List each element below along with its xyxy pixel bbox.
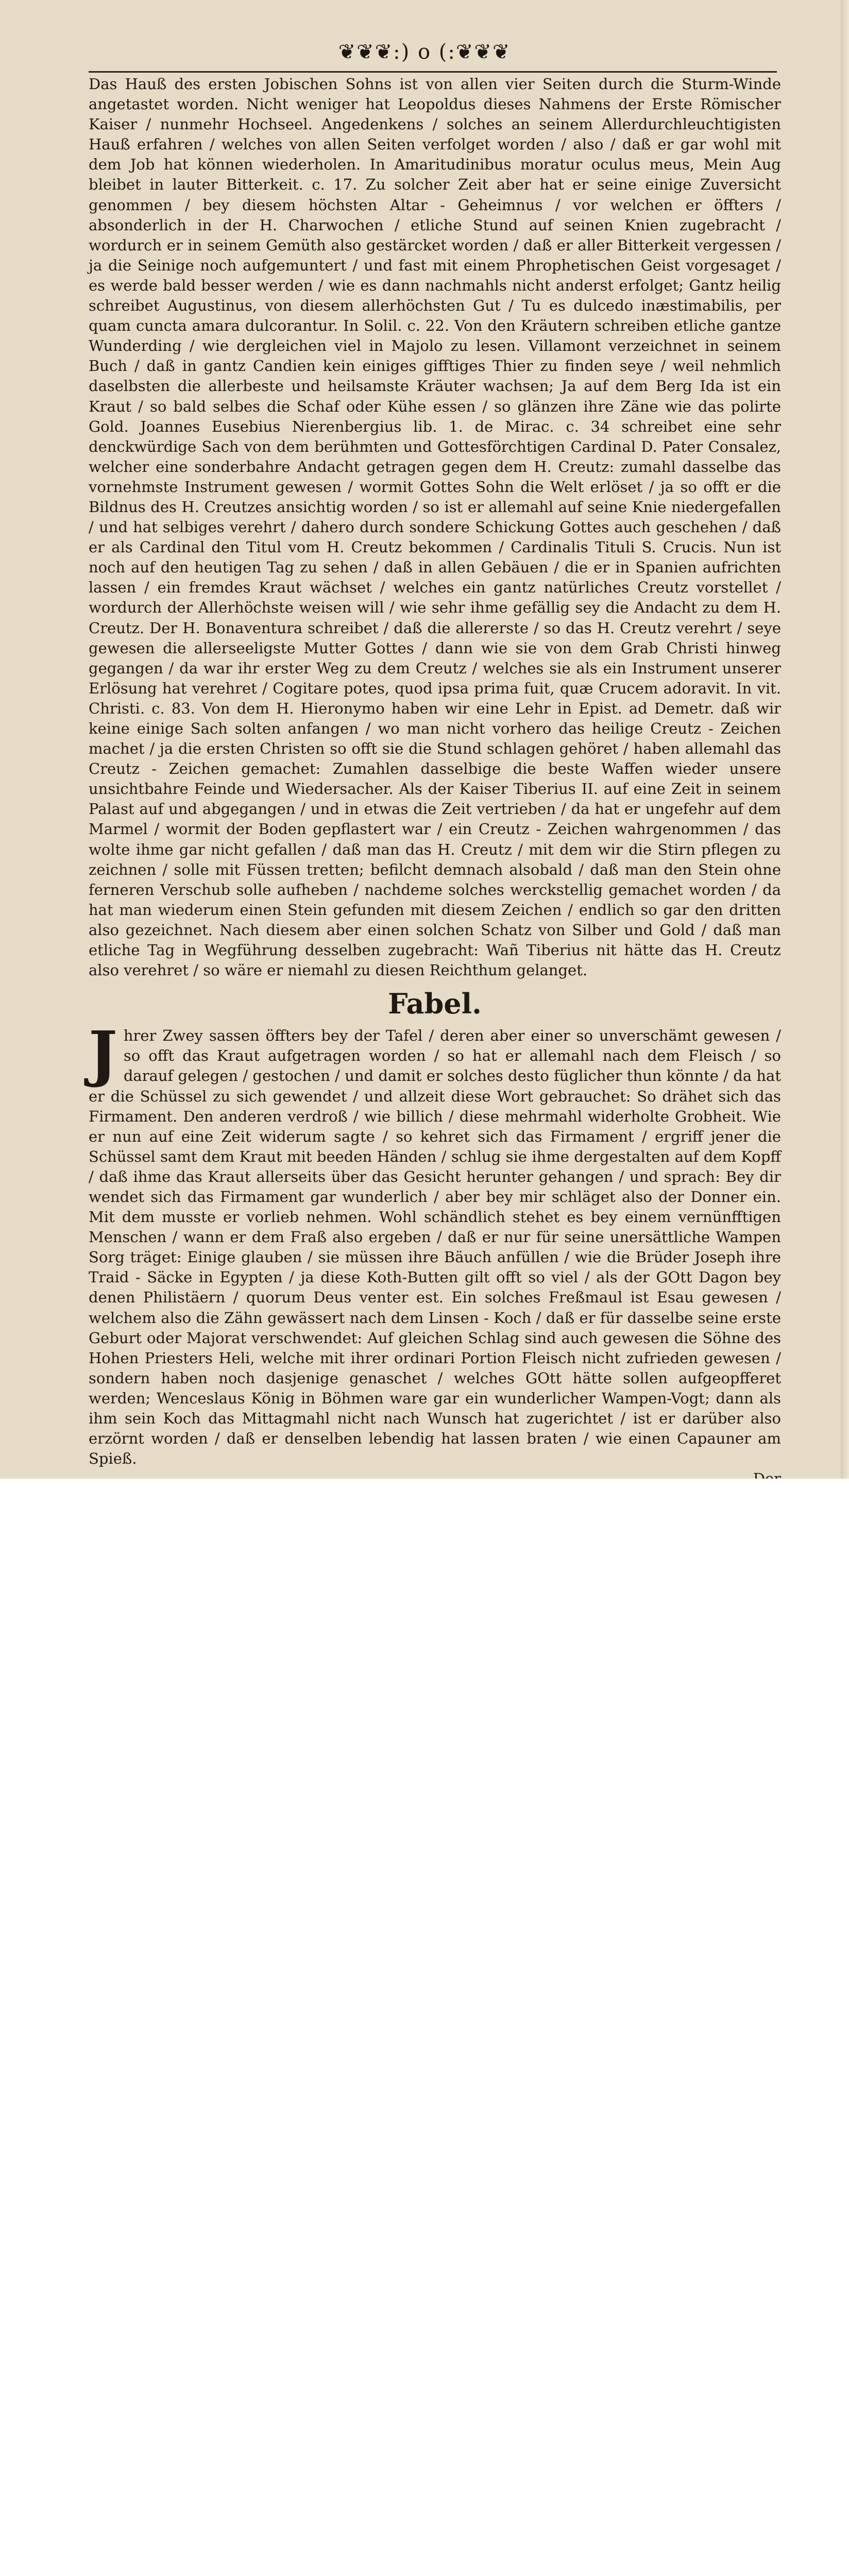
page-body (89, 74, 781, 1489)
fable-paragraph (89, 1018, 781, 1469)
fable-title: Fabel. (388, 987, 482, 1021)
page-edge (841, 0, 849, 1479)
main-paragraph: Das Hauß des ersten Jobischen Sohns ist von allen vier Seiten durch die Sturm-Winde angetastet worden. Nicht weniger hat Leopoldus dieses Nahmens der Erste Römischer Kaiser / nunmehr Hochseel. Angedenkens / solches an seinem Allerdurchleuchtigisten Hauß erfahren / welches von allen Seiten verfolget worden / also / daß er gar wohl mit dem Job hat können wiederholen. In Amaritudinibus moratur oculus meus, Mein Aug bleibet in lauter Bitterkeit. c. 17. Zu solcher Zeit aber hat er seine einige Zuversicht genommen / bey diesem höchsten Altar - Geheimnus / vor welchen er öffters / absonderlich in der H. Charwochen / etliche Stund auf seinen Knien zugebracht / wordurch er in seinem Gemüth also gestärcket worden / daß er aller Bitterkeit vergessen / ja die Seinige noch aufgemuntert / und fast mit einem Phrophetischen Geist vorgesaget / es werde bald besser werden / wie es dann nachmahls nicht anderst erfolget; Gantz heilig schreibet Augustinus, von diesem allerhöchsten Gut / Tu es dulcedo inæstimabilis, per quam cuncta amara dulcorantur. In Solil. c. 22. Von den Kräutern schreiben etliche gantze Wunderding / wie dergleichen viel in Majolo zu lesen. Villamont verzeichnet in seinem Buch / daß in gantz Candien kein einiges gifftiges Thier zu finden seye / weil nehmlich daselbsten die allerbeste und heilsamste Kräuter wachsen; Ja auf dem Berg Ida ist ein Kraut / so bald selbes die Schaf oder Kühe essen / so glänzen ihre Zäne wie das polirte Gold. Joannes Eusebius Nierenbergius lib. 1. de Mirac. c. 34 schreibet eine sehr denckwürdige Sach von dem berühmten und Gottesförchtigen Cardinal D. Pater Consalez, welcher eine sonderbahre Andacht getragen gegen dem H. Creutz: zumahl dasselbe das vornehmste Instrument gewesen / wormit Gottes Sohn die Welt erlöset / ja so offt er die Bildnus des H. Creutzes ansichtig worden / so ist er allemahl auf seine Knie niedergefallen / und hat selbiges verehrt / dahero durch sondere Schickung Gottes auch geschehen / daß er als Cardinal den Titul vom H. Creutz bekommen / Cardinalis Tituli S. Crucis. Nun ist noch auf den heutigen Tag zu sehen / daß in allen Gebäuen / die er in Spanien aufrichten lassen / ein fremdes Kraut wächset / welches ein gantz natürliches Creutz vorstellet / wordurch der Allerhöchste weisen will / wie sehr ihme gefällig sey die Andacht zu dem H. Creutz. Der H. Bonaventura schreibet / daß die allererste / so das H. Creutz verehrt / seye gewesen die allerseeligste Mutter Gottes / dann wie sie von dem Grab Christi hinweg gegangen / da war ihr erster Weg zu dem Creutz / welches sie als ein Instrument unserer Erlösung hat verehret / Cogitare potes, quod ipsa prima fuit, quæ Crucem adoravit. In vit. Christi. c. 83. Von dem H. Hieronymo haben wir eine Lehr in Epist. ad Demetr. daß wir keine einige Sach solten anfangen / wo man nicht vorhero das heilige Creutz - Zeichen machet / ja die ersten Christen so offt sie die Stund schlagen gehöret / haben allemahl das Creutz - Zeichen gemachet: Zumahlen dasselbige die beste Waffen wieder unsere unsichtbahre Feinde und Wiedersacher. Als der Kaiser Tiberius II. auf eine Zeit in seinem Palast auf und abgegangen / und in etwas die Zeit vertrieben / da hat er ungefehr auf dem Marmel / wormit der Boden gepflastert war / ein Creutz - Zeichen wahrgenommen / das wolte ihme gar nicht gefallen / daß man das H. Creutz / mit dem wir die Stirn pflegen zu zeichnen / solle mit Füssen tretten; befilcht demnach alsobald / daß man den Stein ohne ferneren Verschub solle aufheben / nachdeme solches werckstellig gemachet worden / da hat man wiederum einen Stein gefunden mit diesem Zeichen / endlich so gar den dritten also gezeichnet. Nach diesem aber einen solchen Schatz von Silber und Gold / daß man etliche Tag in Wegführung desselben zugebracht: Wañ Tiberius nit hätte das H. Creutz also verehret / so wäre er niemahl zu diesen Reichthum gelanget. (89, 75, 781, 979)
fable-dropcap: J (89, 1018, 117, 1090)
page-header-ornament: ❦❦❦:) o (:❦❦❦ (338, 40, 511, 64)
fable-text: hrer Zwey sassen öffters bey der Tafel / deren aber einer so unverschämt gewesen / so offt das Kraut aufgetragen worden / so hat er allemahl nach dem Fleisch / so darauf gelegen / gestochen / und damit er solches desto füglicher thun könnte / da hat er die Schüssel zu sich gewendet / und allzeit diese Wort gebrauchet: So drähet sich das Firmament. Den anderen verdroß / wie billich / diese mehrmahl widerholte Grobheit. Wie er nun auf eine Zeit widerum sagte / so kehret sich das Firmament / ergriff jener die Schüssel samt dem Kraut mit beeden Händen / schlug sie ihme dergestalten auf dem Kopff / daß ihme das Kraut allerseits über das Gesicht herunter gehangen / und sprach: Bey dir wendet sich das Firmament gar wunderlich / aber bey mir schläget also der Donner ein. Mit dem musste er vorlieb nehmen. Wohl schändlich stehet es bey einem vernünfftigen Menschen / wann er dem Fraß also ergeben / daß er nur für seine unersättliche Wampen Sorg träget: Einige glauben / sie müssen ihre Bäuch anfüllen / wie die Brüder Joseph ihre Traid - Säcke in Egypten / ja diese Koth-Butten gilt offt so viel / als der GOtt Dagon bey denen Philistäern / quorum Deus venter est. Ein solches Freßmaul ist Esau gewesen / welchem also die Zähn gewässert nach dem Linsen - Koch / daß er für dasselbe seine erste Geburt oder Majorat verschwendet: Auf gleichen Schlag sind auch gewesen die Söhne des Hohen Priesters Heli, welche mit ihrer ordinari Portion Fleisch nicht zufrieden gewesen / sondern haben noch dasjenige genaschet / welches GOtt hätte sollen aufgeopfferet werden; Wenceslaus König in Böhmen ware gar ein wunderlicher Wampen-Vogt; dann als ihm sein Koch das Mittagmahl nicht nach Wunsch hat zugerichtet / ist er darüber also erzörnt worden / daß er denselben lebendig hat lassen braten / wie einen Capauner am Spieß. (89, 1027, 781, 1468)
viewer-footer (0, 1479, 849, 1547)
header-rule (89, 71, 777, 73)
